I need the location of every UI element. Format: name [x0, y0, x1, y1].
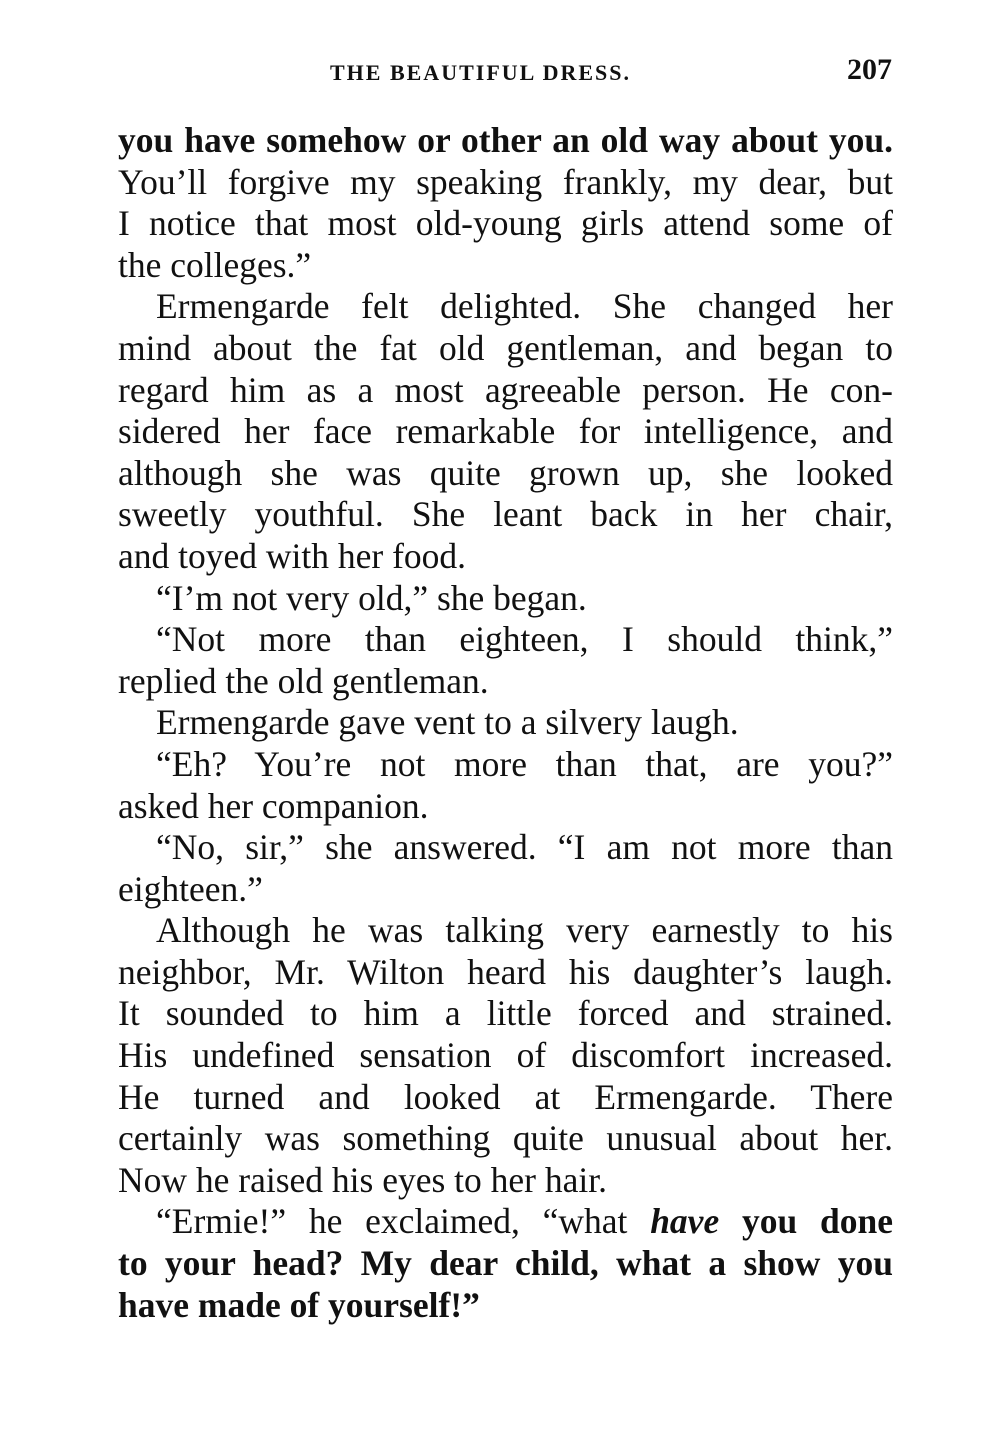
text-line: sweetly youthful. She leant back in her chair,: [118, 494, 893, 535]
text-line: “Eh? You’re not more than that, are you?”: [156, 743, 893, 784]
text-line: you have somehow or other an old way about you.: [118, 120, 893, 160]
text-line: replied the old gentleman.: [118, 660, 489, 701]
text-line: Although he was talking very earnestly to his: [156, 910, 893, 951]
text-line: He turned and looked at Ermengarde. There: [118, 1076, 893, 1117]
text-line: You’ll forgive my speaking frankly, my dear, but: [118, 161, 893, 202]
text-line: mind about the fat old gentleman, and began to: [118, 327, 893, 368]
text-line: although she was quite grown up, she looked: [118, 452, 893, 493]
text-line: regard him as a most agreeable person. He con-: [118, 369, 893, 410]
text-line: Ermengarde felt delighted. She changed her: [156, 286, 893, 327]
text-line: “I’m not very old,” she began.: [156, 577, 587, 618]
text-segment: you done: [719, 1201, 893, 1242]
text-line: sidered her face remarkable for intelligence, and: [118, 411, 893, 452]
text-line: neighbor, Mr. Wilton heard his daughter’s laugh.: [118, 951, 893, 992]
text-line: “Not more than eighteen, I should think,”: [156, 619, 893, 660]
text-line: the colleges.”: [118, 244, 312, 285]
body-text: [118, 120, 893, 1326]
running-title: THE BEAUTIFUL DRESS.: [330, 60, 632, 85]
text-line: I notice that most old-young girls attend some of: [118, 203, 893, 244]
page-number: 207: [847, 53, 892, 86]
text-line: eighteen.”: [118, 868, 263, 909]
text-line: have made of yourself!”: [118, 1284, 480, 1325]
text-segment: have: [650, 1201, 720, 1242]
text-line: [118, 1201, 893, 1243]
text-line: asked her companion.: [118, 785, 429, 826]
text-line: certainly was something quite unusual about her.: [118, 1118, 893, 1159]
text-line: His undefined sensation of discomfort increased.: [118, 1035, 893, 1076]
text-line: and toyed with her food.: [118, 535, 467, 576]
text-line: It sounded to him a little forced and strained.: [118, 993, 893, 1034]
text-segment: “Ermie!” he exclaimed, “what: [156, 1201, 651, 1242]
text-line: Now he raised his eyes to her hair.: [118, 1159, 607, 1200]
text-line: Ermengarde gave vent to a silvery laugh.: [156, 702, 739, 743]
text-line: to your head? My dear child, what a show you: [118, 1243, 893, 1284]
text-line: “No, sir,” she answered. “I am not more than: [156, 827, 893, 868]
